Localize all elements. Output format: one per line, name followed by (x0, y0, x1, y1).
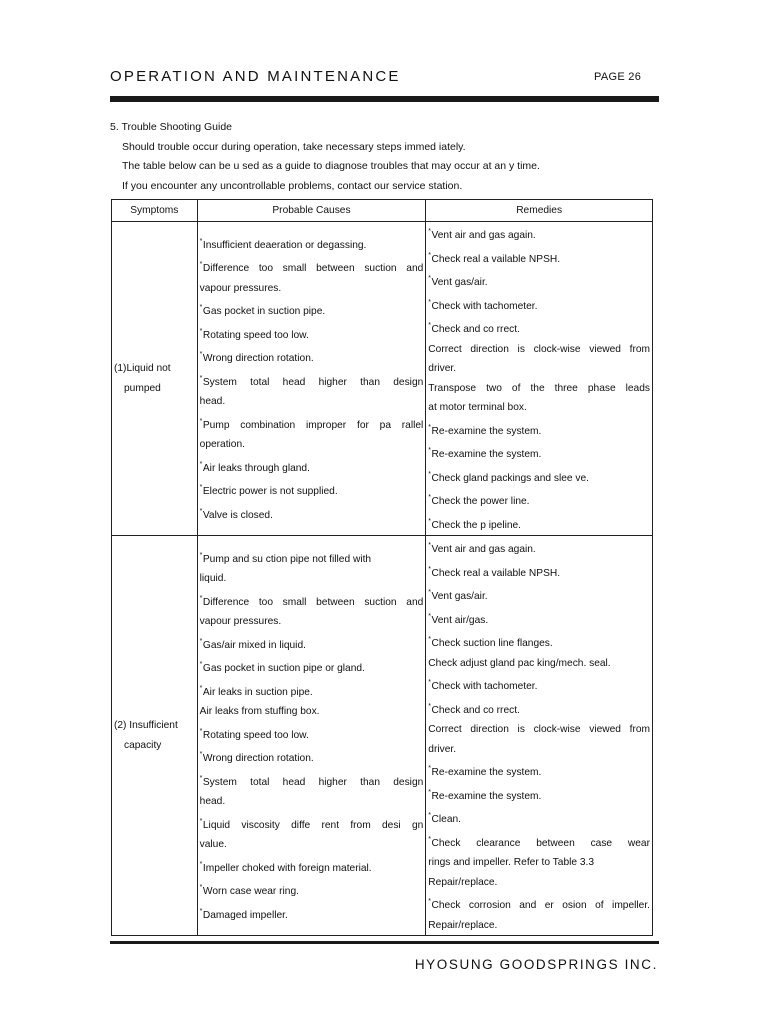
remedy-line (428, 441, 650, 465)
line-text: Difference too small between suction and (202, 596, 424, 608)
bullet-icon: * (199, 727, 203, 735)
line-text: Electric power is not supplied. (202, 486, 338, 498)
line-text: Check adjust gland pac king/mech. seal. (428, 657, 611, 669)
remedy-line (428, 892, 650, 916)
remedy-line (428, 465, 650, 489)
remedy-line (428, 512, 650, 536)
line-text: operation. (199, 439, 245, 451)
cause-line (200, 232, 424, 256)
line-text: Check with tachometer. (431, 300, 538, 312)
cause-line (200, 792, 424, 812)
cause-line (200, 855, 424, 879)
bullet-icon: * (199, 751, 203, 759)
bullet-icon: * (199, 417, 203, 425)
line-text: liquid. (199, 573, 227, 585)
bullet-icon: * (199, 594, 203, 602)
remedy-line (428, 873, 650, 893)
bullet-icon: * (428, 612, 432, 620)
remedy-line (428, 759, 650, 783)
cause-line (200, 279, 424, 299)
remedy-line (428, 916, 650, 936)
line-text: Check and co rrect. (431, 704, 520, 716)
table-header-row (112, 200, 653, 222)
cause-line (200, 835, 424, 855)
bullet-icon: * (428, 702, 432, 710)
symptom-text: capacity (124, 739, 162, 751)
cause-line (200, 722, 424, 746)
causes-cell (197, 222, 426, 536)
bullet-icon: * (428, 275, 432, 282)
symptom-cell (112, 222, 198, 536)
header-divider (110, 96, 659, 102)
remedy-line (428, 316, 650, 340)
cause-line (200, 412, 424, 436)
line-text: Gas pocket in suction pipe. (202, 306, 326, 318)
cause-line (200, 345, 424, 369)
line-text: Check suction line flanges. (431, 638, 553, 649)
bullet-icon: * (428, 788, 432, 796)
column-header-causes: Probable Causes (197, 200, 426, 222)
intro-section (110, 118, 660, 196)
remedy-line (428, 359, 650, 379)
line-text: Liquid viscosity diffe rent from desi gn (202, 819, 424, 831)
remedy-line (428, 560, 650, 584)
cause-line (200, 322, 424, 346)
line-text: Re-examine the system. (431, 790, 542, 802)
line-text: Repair/replace. (428, 919, 498, 931)
cause-line (200, 878, 424, 902)
document-title: OPERATION AND MAINTENANCE (110, 68, 401, 85)
line-text: Check the power line. (431, 496, 530, 507)
line-text: Check the p ipeline. (431, 519, 522, 531)
line-text: Clean. (431, 814, 461, 825)
symptom-text: (1)Liquid not (114, 363, 171, 374)
line-text: Re-examine the system. (431, 425, 542, 437)
intro-line: Should trouble occur during operation, take necessary steps immed iately. (122, 140, 466, 153)
remedy-line (428, 536, 650, 560)
bullet-icon: * (199, 817, 203, 825)
cause-line (200, 589, 424, 613)
bullet-icon: * (199, 551, 203, 559)
line-text: Damaged impeller. (202, 909, 288, 921)
remedy-line (428, 398, 650, 418)
bullet-icon: * (199, 237, 203, 245)
line-text: Valve is closed. (202, 509, 273, 521)
remedy-line (428, 269, 650, 293)
trouble-shooting-table (111, 199, 653, 936)
cause-line (200, 655, 424, 679)
line-text: driver. (428, 363, 457, 374)
line-text: Gas pocket in suction pipe or gland. (202, 663, 365, 675)
bullet-icon: * (428, 423, 432, 431)
line-text: Check and co rrect. (431, 324, 520, 335)
bullet-icon: * (199, 304, 203, 312)
line-text: Check gland packings and slee ve. (431, 472, 589, 484)
line-text: System total head higher than design (202, 776, 424, 788)
cause-line (200, 435, 424, 455)
cause-line (200, 745, 424, 769)
line-text: Gas/air mixed in liquid. (202, 639, 306, 651)
line-text: Air leaks through gland. (202, 462, 310, 474)
remedy-line (428, 246, 650, 270)
bullet-icon: * (428, 470, 432, 478)
footer-divider (110, 941, 659, 944)
line-text: Air leaks in suction pipe. (202, 686, 313, 698)
bullet-icon: * (199, 684, 203, 692)
column-header-remedies: Remedies (426, 200, 653, 222)
line-text: Pump and su ction pipe not filled with (202, 553, 372, 565)
cause-line (200, 812, 424, 836)
bullet-icon: * (199, 884, 203, 892)
line-text: Transpose two of the three phase leads (428, 382, 650, 394)
remedies-cell (426, 222, 653, 536)
remedy-line (428, 340, 650, 360)
remedy-line (428, 720, 650, 740)
bullet-icon: * (199, 460, 203, 468)
bullet-icon: * (199, 507, 203, 515)
symptom-text: pumped (124, 382, 161, 394)
remedies-cell (426, 536, 653, 936)
line-text: Vent gas/air. (431, 277, 488, 288)
bullet-icon: * (428, 447, 432, 454)
column-header-symptoms: Symptoms (112, 200, 198, 222)
line-text: Check real a vailable NPSH. (431, 567, 561, 579)
remedy-line (428, 293, 650, 317)
cause-line (200, 369, 424, 393)
page-number: PAGE 26 (594, 71, 642, 83)
bullet-icon: * (428, 542, 432, 549)
cause-line (200, 502, 424, 526)
remedy-line (428, 583, 650, 607)
cause-line (200, 569, 424, 589)
remedy-line (428, 418, 650, 442)
bullet-icon: * (428, 251, 432, 259)
cause-line (200, 546, 424, 570)
bullet-icon: * (199, 261, 203, 269)
table-row (112, 222, 653, 536)
line-text: Rotating speed too low. (202, 729, 309, 741)
remedy-line (428, 654, 650, 674)
line-text: Difference too small between suction and (202, 263, 424, 275)
line-text: Repair/replace. (428, 876, 498, 888)
line-text: Check clearance between case wear (431, 837, 650, 849)
intro-line: The table below can be u sed as a guide to diagnose troubles that may occur at an y time. (122, 160, 540, 172)
cause-line (200, 679, 424, 703)
line-text: Re-examine the system. (431, 449, 542, 460)
cause-line (200, 612, 424, 632)
bullet-icon: * (428, 228, 432, 235)
bullet-icon: * (428, 565, 432, 573)
line-text: Pump combination improper for pa rallel (202, 419, 424, 431)
symptom-cell (112, 536, 198, 936)
line-text: vapour pressures. (199, 616, 282, 628)
remedy-line (428, 740, 650, 760)
line-text: value. (199, 839, 227, 851)
bullet-icon: * (428, 835, 432, 843)
line-text: head. (199, 796, 226, 808)
remedy-line (428, 379, 650, 399)
cause-line (200, 455, 424, 479)
section-heading: 5. Trouble Shooting Guide (110, 121, 233, 133)
line-text: Rotating speed too low. (202, 329, 309, 341)
line-text: Re-examine the system. (431, 767, 542, 778)
table-row (112, 536, 653, 936)
line-text: Impeller choked with foreign material. (202, 862, 372, 874)
remedy-line (428, 783, 650, 807)
remedy-line (428, 697, 650, 721)
bullet-icon: * (428, 636, 432, 643)
cause-line (200, 392, 424, 412)
bullet-icon: * (199, 637, 203, 645)
company-name: HYOSUNG GOODSPRINGS INC. (414, 957, 658, 972)
cause-line (200, 478, 424, 502)
line-text: Correct direction is clock-wise viewed from (428, 724, 650, 735)
line-text: rings and impeller. Refer to Table 3.3 (428, 857, 595, 868)
line-text: Check with tachometer. (431, 681, 538, 692)
remedy-line (428, 830, 650, 854)
line-text: at motor terminal box. (428, 402, 527, 413)
bullet-icon: * (199, 484, 203, 492)
bullet-icon: * (199, 351, 203, 359)
bullet-icon: * (428, 517, 432, 525)
remedy-line (428, 673, 650, 697)
line-text: System total head higher than design (202, 376, 424, 388)
bullet-icon: * (428, 812, 432, 819)
remedy-line (428, 853, 650, 873)
cause-line (200, 298, 424, 322)
line-text: Air leaks from stuffing box. (199, 706, 320, 718)
line-text: Wrong direction rotation. (202, 753, 314, 765)
bullet-icon: * (428, 898, 432, 905)
bullet-icon: * (199, 860, 203, 868)
line-text: head. (199, 396, 226, 408)
bullet-icon: * (199, 661, 203, 669)
symptom-text: (2) Insufficient (114, 720, 178, 731)
line-text: Wrong direction rotation. (202, 353, 314, 365)
cause-line (200, 632, 424, 656)
line-text: Correct direction is clock-wise viewed from (428, 343, 650, 355)
line-text: Vent air and gas again. (431, 544, 536, 555)
bullet-icon: * (428, 322, 432, 329)
line-text: Check real a vailable NPSH. (431, 253, 561, 265)
cause-line (200, 769, 424, 793)
bullet-icon: * (428, 765, 432, 772)
causes-cell (197, 536, 426, 936)
bullet-icon: * (199, 907, 203, 915)
remedy-line (428, 488, 650, 512)
line-text: driver. (428, 743, 457, 755)
line-text: vapour pressures. (199, 282, 282, 294)
bullet-icon: * (428, 298, 432, 306)
bullet-icon: * (428, 589, 432, 596)
bullet-icon: * (199, 374, 203, 382)
cause-line (200, 902, 424, 926)
remedy-line (428, 222, 650, 246)
remedy-line (428, 630, 650, 654)
bullet-icon: * (199, 774, 203, 782)
bullet-icon: * (199, 327, 203, 335)
cause-line (200, 255, 424, 279)
remedy-line (428, 607, 650, 631)
cause-line (200, 702, 424, 722)
line-text: Vent gas/air. (431, 591, 488, 602)
line-text: Vent air and gas again. (431, 230, 536, 241)
bullet-icon: * (428, 679, 432, 686)
line-text: Insufficient deaeration or degassing. (202, 239, 367, 251)
line-text: Check corrosion and er osion of impeller. (431, 900, 650, 911)
remedy-line (428, 806, 650, 830)
bullet-icon: * (428, 494, 432, 501)
line-text: Worn case wear ring. (202, 886, 299, 898)
line-text: Vent air/gas. (431, 614, 489, 626)
intro-line: If you encounter any uncontrollable problems, contact our service station. (122, 179, 463, 192)
